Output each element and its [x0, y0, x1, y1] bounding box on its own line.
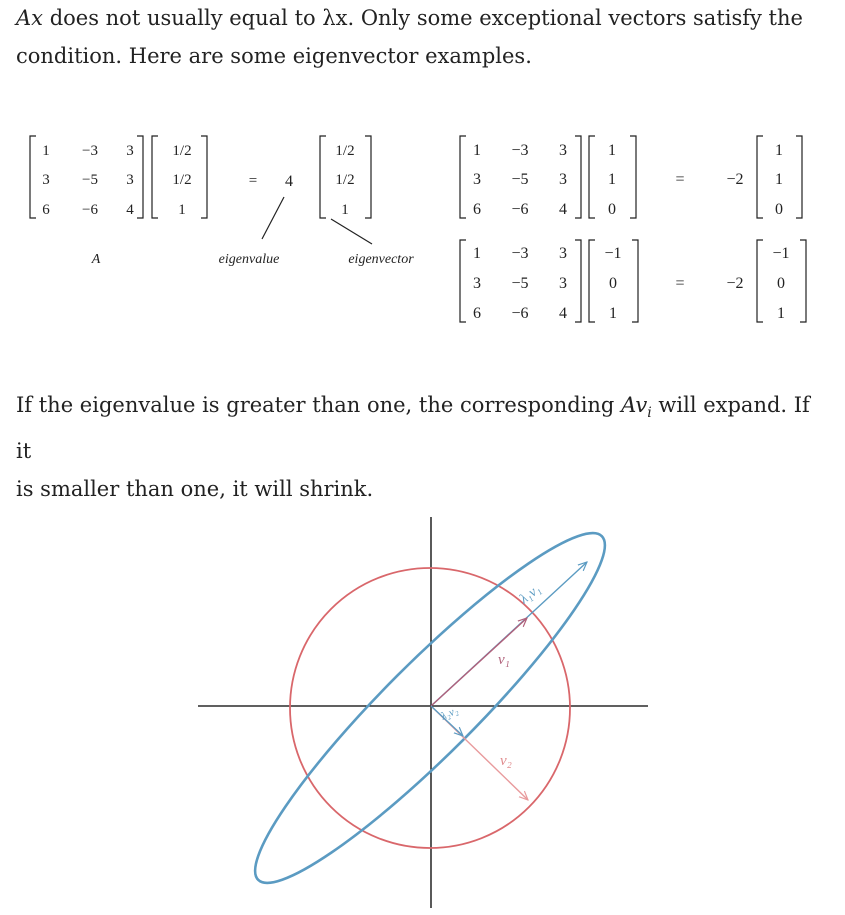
label-lambda2-v2: λ₂v₂ — [439, 704, 460, 723]
matrix-cell: 6 — [473, 201, 481, 218]
bracket — [757, 240, 763, 322]
bracket — [632, 240, 638, 322]
matrix-a-cell: 3 — [42, 172, 50, 188]
bracket — [460, 136, 466, 218]
vector-cell: −1 — [604, 245, 622, 262]
vector-x-cell: 1/2 — [172, 172, 192, 188]
matrix-a-cell: 4 — [126, 202, 134, 218]
scalar: −2 — [726, 275, 744, 292]
vector-x-cell: 1/2 — [172, 143, 192, 159]
matrix-cell: 1 — [473, 245, 481, 262]
matrix-cell: −5 — [511, 171, 529, 188]
bracket — [152, 136, 158, 218]
para2-text2: will expand. If it — [16, 393, 810, 464]
bracket — [365, 136, 371, 218]
result-cell: 0 — [775, 201, 783, 218]
ellipse-transformation-diagram — [0, 505, 845, 915]
matrix-a-cell: −6 — [82, 202, 98, 218]
matrix-cell: −6 — [511, 305, 529, 322]
result-vector-cell: 1 — [341, 202, 349, 218]
matrix-cell: 3 — [559, 171, 567, 188]
label-matrix-a: A — [91, 252, 101, 267]
result-cell: 0 — [777, 275, 785, 292]
matrix-cell: 3 — [559, 245, 567, 262]
vector-cell: 1 — [609, 305, 617, 322]
subscript-i: i — [647, 405, 652, 422]
label-eigenvector: eigenvector — [348, 252, 414, 267]
matrix-cell: 6 — [473, 305, 481, 322]
matrix-cell: 3 — [473, 171, 481, 188]
equals-sign: = — [675, 171, 685, 188]
label-eigenvalue: eigenvalue — [218, 252, 280, 267]
matrix-a-cell: 3 — [126, 143, 134, 159]
result-cell: 1 — [775, 142, 783, 159]
bracket — [589, 240, 595, 322]
bracket — [137, 136, 143, 218]
vector-x-cell: 1 — [178, 202, 186, 218]
equals-sign: = — [675, 275, 685, 292]
matrix-a-cell: −3 — [82, 143, 98, 159]
equals-sign: = — [248, 173, 258, 189]
bracket — [575, 240, 581, 322]
para2-text1: If the eigenvalue is greater than one, the corresponding — [16, 393, 622, 417]
matrix-cell: −3 — [511, 245, 529, 262]
matrix-cell: −6 — [511, 201, 529, 218]
label-v2: v₂ — [500, 753, 512, 769]
bracket — [796, 136, 802, 218]
matrix-cell: −5 — [511, 275, 529, 292]
vector-cell: 1 — [608, 171, 616, 188]
vector-cell: 0 — [609, 275, 617, 292]
bracket — [460, 240, 466, 322]
intro-line1-text: does not usually equal to λx. Only some exceptional vectors satisfy the — [43, 6, 803, 30]
matrix-a-cell: 3 — [126, 172, 134, 188]
result-cell: −1 — [772, 245, 790, 262]
intro-line2-text: condition. Here are some eigenvector examples. — [16, 44, 532, 68]
bracket — [30, 136, 36, 218]
matrix-cell: 4 — [559, 201, 567, 218]
matrix-cell: 3 — [473, 275, 481, 292]
matrix-cell: 3 — [559, 275, 567, 292]
bracket — [320, 136, 326, 218]
result-vector-cell: 1/2 — [335, 172, 355, 188]
var-av: Av — [621, 393, 648, 417]
eigenvector-equations-figure — [0, 0, 845, 360]
bracket — [800, 240, 806, 322]
expand-shrink-paragraph — [16, 386, 826, 508]
para2-line2: is smaller than one, it will shrink. — [16, 477, 374, 502]
result-cell: 1 — [777, 305, 785, 322]
scalar: −2 — [726, 171, 744, 188]
eigenvector-pointer — [331, 219, 372, 244]
eigenvalue-pointer — [262, 197, 284, 239]
matrix-a-cell: −5 — [82, 172, 98, 188]
eigenvalue-scalar: 4 — [285, 173, 293, 190]
bracket — [589, 136, 595, 218]
matrix-a-cell: 6 — [42, 202, 50, 218]
result-vector-cell: 1/2 — [335, 143, 355, 159]
result-cell: 1 — [775, 171, 783, 188]
matrix-a-cell: 1 — [42, 143, 50, 159]
matrix-cell: −3 — [511, 142, 529, 159]
label-lambda1-v1: λ₁v₁ — [517, 581, 544, 608]
vector-cell: 0 — [608, 201, 616, 218]
label-v1: v₁ — [498, 652, 510, 668]
unit-circle — [290, 568, 570, 848]
transformed-ellipse — [226, 505, 635, 912]
bracket — [201, 136, 207, 218]
vector-cell: 1 — [608, 142, 616, 159]
bracket — [575, 136, 581, 218]
matrix-cell: 3 — [559, 142, 567, 159]
bracket — [757, 136, 763, 218]
var-ax: Ax — [16, 6, 44, 30]
matrix-cell: 4 — [559, 305, 567, 322]
bracket — [630, 136, 636, 218]
matrix-cell: 1 — [473, 142, 481, 159]
